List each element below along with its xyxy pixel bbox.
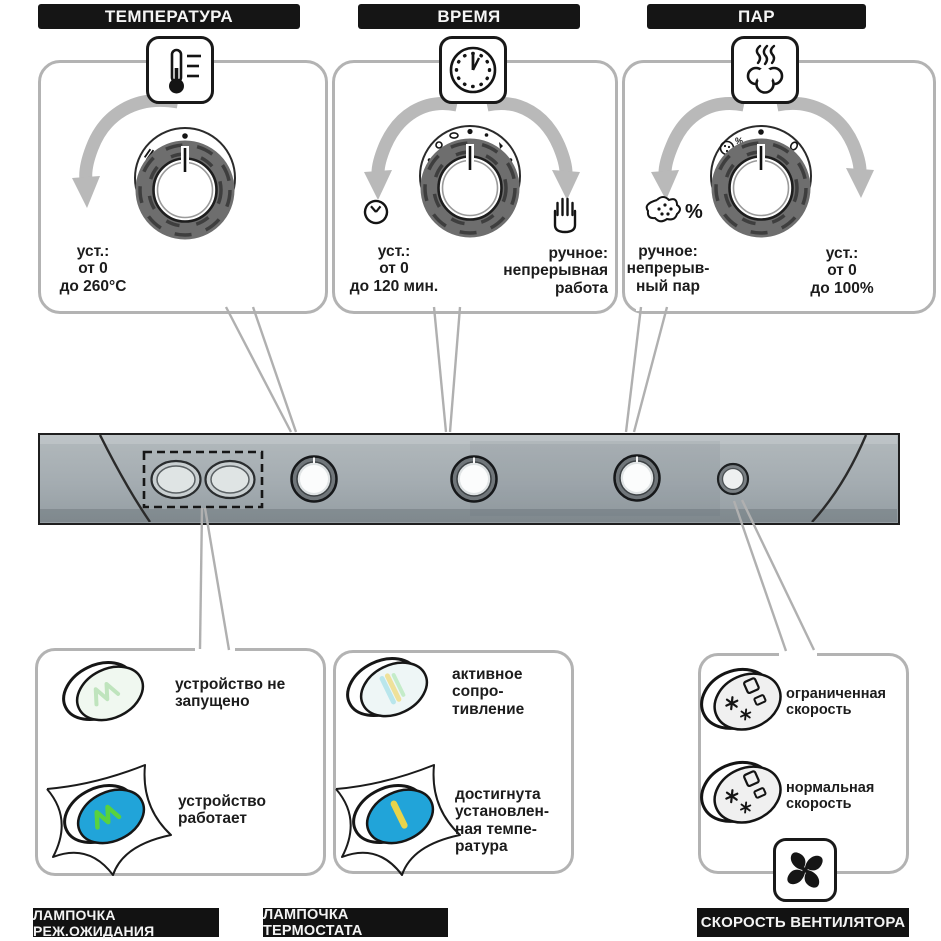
text-line: непрерывная bbox=[503, 262, 608, 280]
fan-limited-text bbox=[786, 686, 886, 718]
standby-lamp-on bbox=[22, 735, 192, 895]
label-fan-speed bbox=[697, 908, 909, 937]
text-line: активное bbox=[452, 666, 523, 683]
header-time-label: ВРЕМЯ bbox=[437, 6, 501, 26]
panel-left-seam bbox=[100, 435, 150, 522]
text-line: устройство bbox=[178, 793, 266, 810]
panel-right-seam bbox=[812, 435, 866, 522]
fan-blades-glyph bbox=[781, 846, 829, 894]
steam-glyph bbox=[738, 43, 792, 97]
panel-knob-steam[interactable] bbox=[615, 456, 660, 501]
svg-text:%: % bbox=[685, 201, 703, 223]
text-line: запущено bbox=[175, 693, 250, 711]
standby-on-text bbox=[178, 793, 266, 828]
text-line: ратура bbox=[455, 838, 508, 856]
time-set-range bbox=[345, 243, 443, 295]
steam-manual-note bbox=[622, 243, 714, 295]
header-temperature-label: ТЕМПЕРАТУРА bbox=[104, 6, 234, 26]
text-line: ная темпе- bbox=[455, 820, 537, 838]
text-line: тивление bbox=[452, 700, 525, 718]
thermometer-glyph bbox=[154, 44, 206, 96]
text-line: от 0 bbox=[379, 260, 409, 278]
text-line: сопро- bbox=[452, 683, 504, 701]
thermostat-off-text bbox=[452, 666, 524, 718]
text-line: работа bbox=[555, 279, 608, 297]
text-line: уст.: bbox=[825, 245, 859, 262]
control-panel-art bbox=[40, 435, 897, 522]
pointer-gap bbox=[429, 304, 465, 311]
text-line: ограниченная bbox=[786, 686, 887, 702]
control-panel bbox=[38, 433, 900, 525]
text-line: до 120 мин. bbox=[349, 277, 439, 295]
thermostat-on-text bbox=[455, 786, 549, 855]
thermometer-icon bbox=[146, 36, 214, 104]
label-thermostat-text: ЛАМПОЧКА ТЕРМОСТАТА bbox=[263, 906, 363, 939]
hand-icon bbox=[547, 195, 583, 237]
text-line: уст.: bbox=[377, 243, 411, 260]
label-thermostat bbox=[263, 908, 448, 937]
pointer-gap bbox=[636, 304, 672, 311]
header-steam-label: ПАР bbox=[737, 6, 776, 26]
text-line: до 260°C bbox=[59, 277, 127, 295]
pointer-gap bbox=[195, 644, 235, 652]
fan-normal-text bbox=[786, 780, 874, 812]
text-line: от 0 bbox=[78, 260, 108, 278]
pointer-gap bbox=[222, 304, 258, 311]
panel-knob-time[interactable] bbox=[452, 457, 497, 502]
header-temperature bbox=[38, 4, 300, 29]
text-line: устройство не bbox=[175, 676, 286, 693]
text-line: ручное: bbox=[638, 243, 698, 260]
label-standby bbox=[33, 908, 219, 937]
temperature-set-range bbox=[50, 243, 136, 295]
clock-icon bbox=[439, 36, 507, 104]
standby-off-text bbox=[175, 676, 285, 711]
text-line: достигнута bbox=[455, 786, 541, 803]
standby-light-1 bbox=[152, 461, 201, 498]
svg-text:%: % bbox=[735, 136, 744, 146]
text-line: работает bbox=[178, 810, 247, 828]
clock-small-icon bbox=[358, 194, 394, 230]
text-line: скорость bbox=[786, 796, 852, 813]
steam-drops-percent-icon bbox=[645, 192, 705, 232]
text-line: нормальная bbox=[786, 780, 875, 796]
text-line: непрерыв- bbox=[626, 260, 710, 278]
label-standby-text: ЛАМПОЧКА РЕЖ.ОЖИДАНИЯ bbox=[33, 906, 155, 939]
text-line: скорость bbox=[786, 702, 852, 719]
steam-set-range bbox=[797, 245, 887, 297]
text-line: уст.: bbox=[76, 243, 110, 260]
steam-knob-graphic bbox=[701, 122, 821, 242]
label-fan-speed-text: СКОРОСТЬ ВЕНТИЛЯТОРА bbox=[700, 914, 906, 931]
text-line: установлен- bbox=[455, 803, 550, 821]
temperature-knob-graphic bbox=[125, 124, 245, 244]
standby-light-2 bbox=[206, 461, 255, 498]
text-line: до 100% bbox=[810, 279, 874, 297]
panel-knob-temperature[interactable] bbox=[292, 457, 337, 502]
text-line: ручное: bbox=[548, 245, 608, 262]
standby-lamp-off bbox=[46, 640, 166, 744]
text-line: от 0 bbox=[827, 262, 857, 280]
text-line: ный пар bbox=[636, 277, 700, 295]
steam-icon bbox=[731, 36, 799, 104]
fan-speed-button[interactable] bbox=[718, 464, 748, 494]
fan-icon bbox=[773, 838, 837, 902]
header-steam bbox=[647, 4, 866, 29]
time-manual-note bbox=[500, 245, 608, 297]
header-time bbox=[358, 4, 580, 29]
clock-glyph bbox=[446, 43, 500, 97]
thermostat-lamp-off bbox=[330, 636, 450, 740]
time-knob-graphic bbox=[410, 122, 530, 242]
